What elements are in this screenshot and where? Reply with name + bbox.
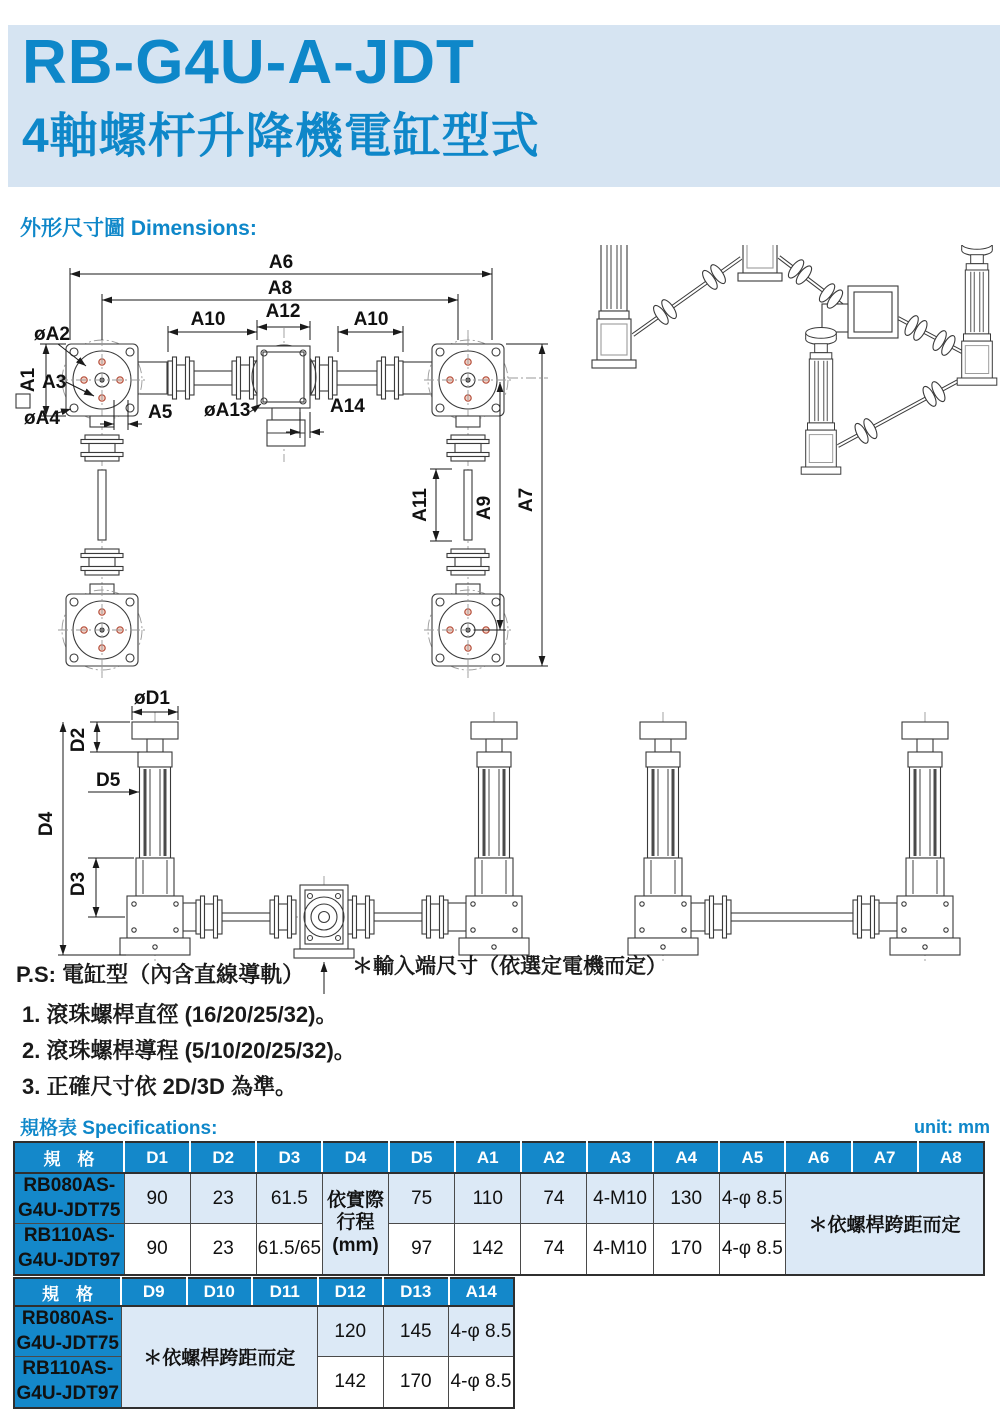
cell: 130 (653, 1173, 719, 1224)
cell: 4-M10 (587, 1224, 653, 1275)
unit-label: unit: mm (914, 1117, 990, 1137)
table-header-row (14, 1278, 514, 1306)
model-cell: RB080AS- G4U-JDT75 (14, 1306, 121, 1357)
cell: 90 (124, 1173, 190, 1224)
col-header-a3: A3 (587, 1142, 653, 1173)
front-view-right (628, 712, 960, 962)
front-view-left (36, 688, 529, 994)
model-cell: RB110AS- G4U-JDT97 (14, 1224, 124, 1275)
dim-label-a5: A5 (148, 402, 173, 423)
dim-label-a11: A11 (410, 488, 431, 522)
dim-label-d3: D3 (68, 871, 89, 897)
cell: 110 (455, 1173, 521, 1224)
cell: 4-φ 8.5 (719, 1173, 785, 1224)
ps-note: P.S: 電缸型（內含直線導軌） (16, 962, 305, 987)
dim-label-a13: øA13 (204, 400, 251, 421)
note-item-1: 1. 滾珠螺桿直徑 (16/20/25/32)。 (22, 1002, 338, 1027)
dim-label-a14: A14 (330, 396, 365, 417)
model-cell: RB110AS- G4U-JDT97 (14, 1357, 121, 1408)
cell: 74 (521, 1173, 587, 1224)
cell-d4-merged: 依實際 行程 (mm) (322, 1173, 388, 1275)
col-header-spec: 規 格 (14, 1278, 121, 1306)
table-header-row (14, 1142, 984, 1173)
cell-span-note: ＊依螺桿跨距而定 (121, 1306, 318, 1408)
col-header-d1: D1 (124, 1142, 190, 1173)
table-row (14, 1306, 514, 1357)
note-item-3: 3. 正確尺寸依 2D/3D 為準。 (22, 1074, 298, 1099)
dim-label-d4: D4 (36, 811, 57, 837)
input-size-note: ＊輸入端尺寸（依選定電機而定） (352, 955, 667, 978)
cell: 61.5 (256, 1173, 322, 1224)
col-header-d2: D2 (190, 1142, 256, 1173)
col-header-a14: A14 (449, 1278, 515, 1306)
col-header-a2: A2 (521, 1142, 587, 1173)
col-header-d3: D3 (256, 1142, 322, 1173)
model-cell: RB080AS- G4U-JDT75 (14, 1173, 124, 1224)
spec-table-secondary (13, 1277, 515, 1409)
cell: 120 (318, 1306, 384, 1357)
cell: 4-M10 (587, 1173, 653, 1224)
dim-label-d2: D2 (68, 727, 89, 753)
col-header-a4: A4 (653, 1142, 719, 1173)
dimension-drawings (0, 245, 1000, 1000)
col-header-d5: D5 (389, 1142, 455, 1173)
spec-table-main (13, 1141, 985, 1276)
cell: 4-φ 8.5 (449, 1306, 515, 1357)
cell: 4-φ 8.5 (449, 1357, 515, 1408)
cell: 23 (190, 1173, 256, 1224)
col-header-a6: A6 (785, 1142, 851, 1173)
page-subtitle: 4軸螺杆升降機電缸型式 (22, 110, 540, 163)
dim-label-a8: A8 (267, 278, 293, 299)
col-header-spec: 規 格 (14, 1142, 124, 1173)
cell: 97 (389, 1224, 455, 1275)
table-row (14, 1173, 984, 1224)
col-header-a8: A8 (918, 1142, 984, 1173)
cell: 75 (389, 1173, 455, 1224)
col-header-d9: D9 (121, 1278, 187, 1306)
dim-label-d5: D5 (96, 770, 121, 791)
title-band (8, 25, 1000, 187)
col-header-a5: A5 (719, 1142, 785, 1173)
col-header-d13: D13 (383, 1278, 449, 1306)
dim-label-a3: A3 (42, 372, 67, 393)
cell: 90 (124, 1224, 190, 1275)
dim-label-a2: øA2 (34, 324, 70, 345)
dim-label-a12: A12 (265, 301, 301, 322)
cell: 23 (190, 1224, 256, 1275)
col-header-d4: D4 (322, 1142, 388, 1173)
cell: 61.5/65 (256, 1224, 322, 1275)
cell: 170 (383, 1357, 449, 1408)
cell: 4-φ 8.5 (719, 1224, 785, 1275)
dim-label-a6: A6 (268, 252, 294, 273)
dimensions-section-label: 外形尺寸圖 Dimensions: (20, 217, 257, 240)
top-2d-view (16, 252, 548, 678)
cell: 142 (318, 1357, 384, 1408)
cell: 74 (521, 1224, 587, 1275)
note-item-2: 2. 滾珠螺桿導程 (5/10/20/25/32)。 (22, 1038, 356, 1063)
dim-label-a10-left: A10 (190, 309, 226, 330)
col-header-d11: D11 (252, 1278, 318, 1306)
col-header-d10: D10 (187, 1278, 253, 1306)
page-title: RB-G4U-A-JDT (22, 28, 475, 97)
cell: 142 (455, 1224, 521, 1275)
cell-span-note: ＊依螺桿跨距而定 (785, 1173, 984, 1275)
isometric-view (592, 245, 997, 474)
col-header-a7: A7 (852, 1142, 918, 1173)
cell: 170 (653, 1224, 719, 1275)
col-header-a1: A1 (455, 1142, 521, 1173)
dim-label-a10-right: A10 (353, 309, 389, 330)
dim-label-d1: øD1 (134, 688, 170, 709)
dim-label-a1: A1 (18, 367, 39, 393)
col-header-d12: D12 (318, 1278, 384, 1306)
dim-label-a7: A7 (516, 487, 537, 513)
dim-label-a9: A9 (474, 495, 495, 521)
specifications-section-label: 規格表 Specifications: (20, 1118, 218, 1139)
cell: 145 (383, 1306, 449, 1357)
dim-label-a4: øA4 (24, 408, 60, 429)
